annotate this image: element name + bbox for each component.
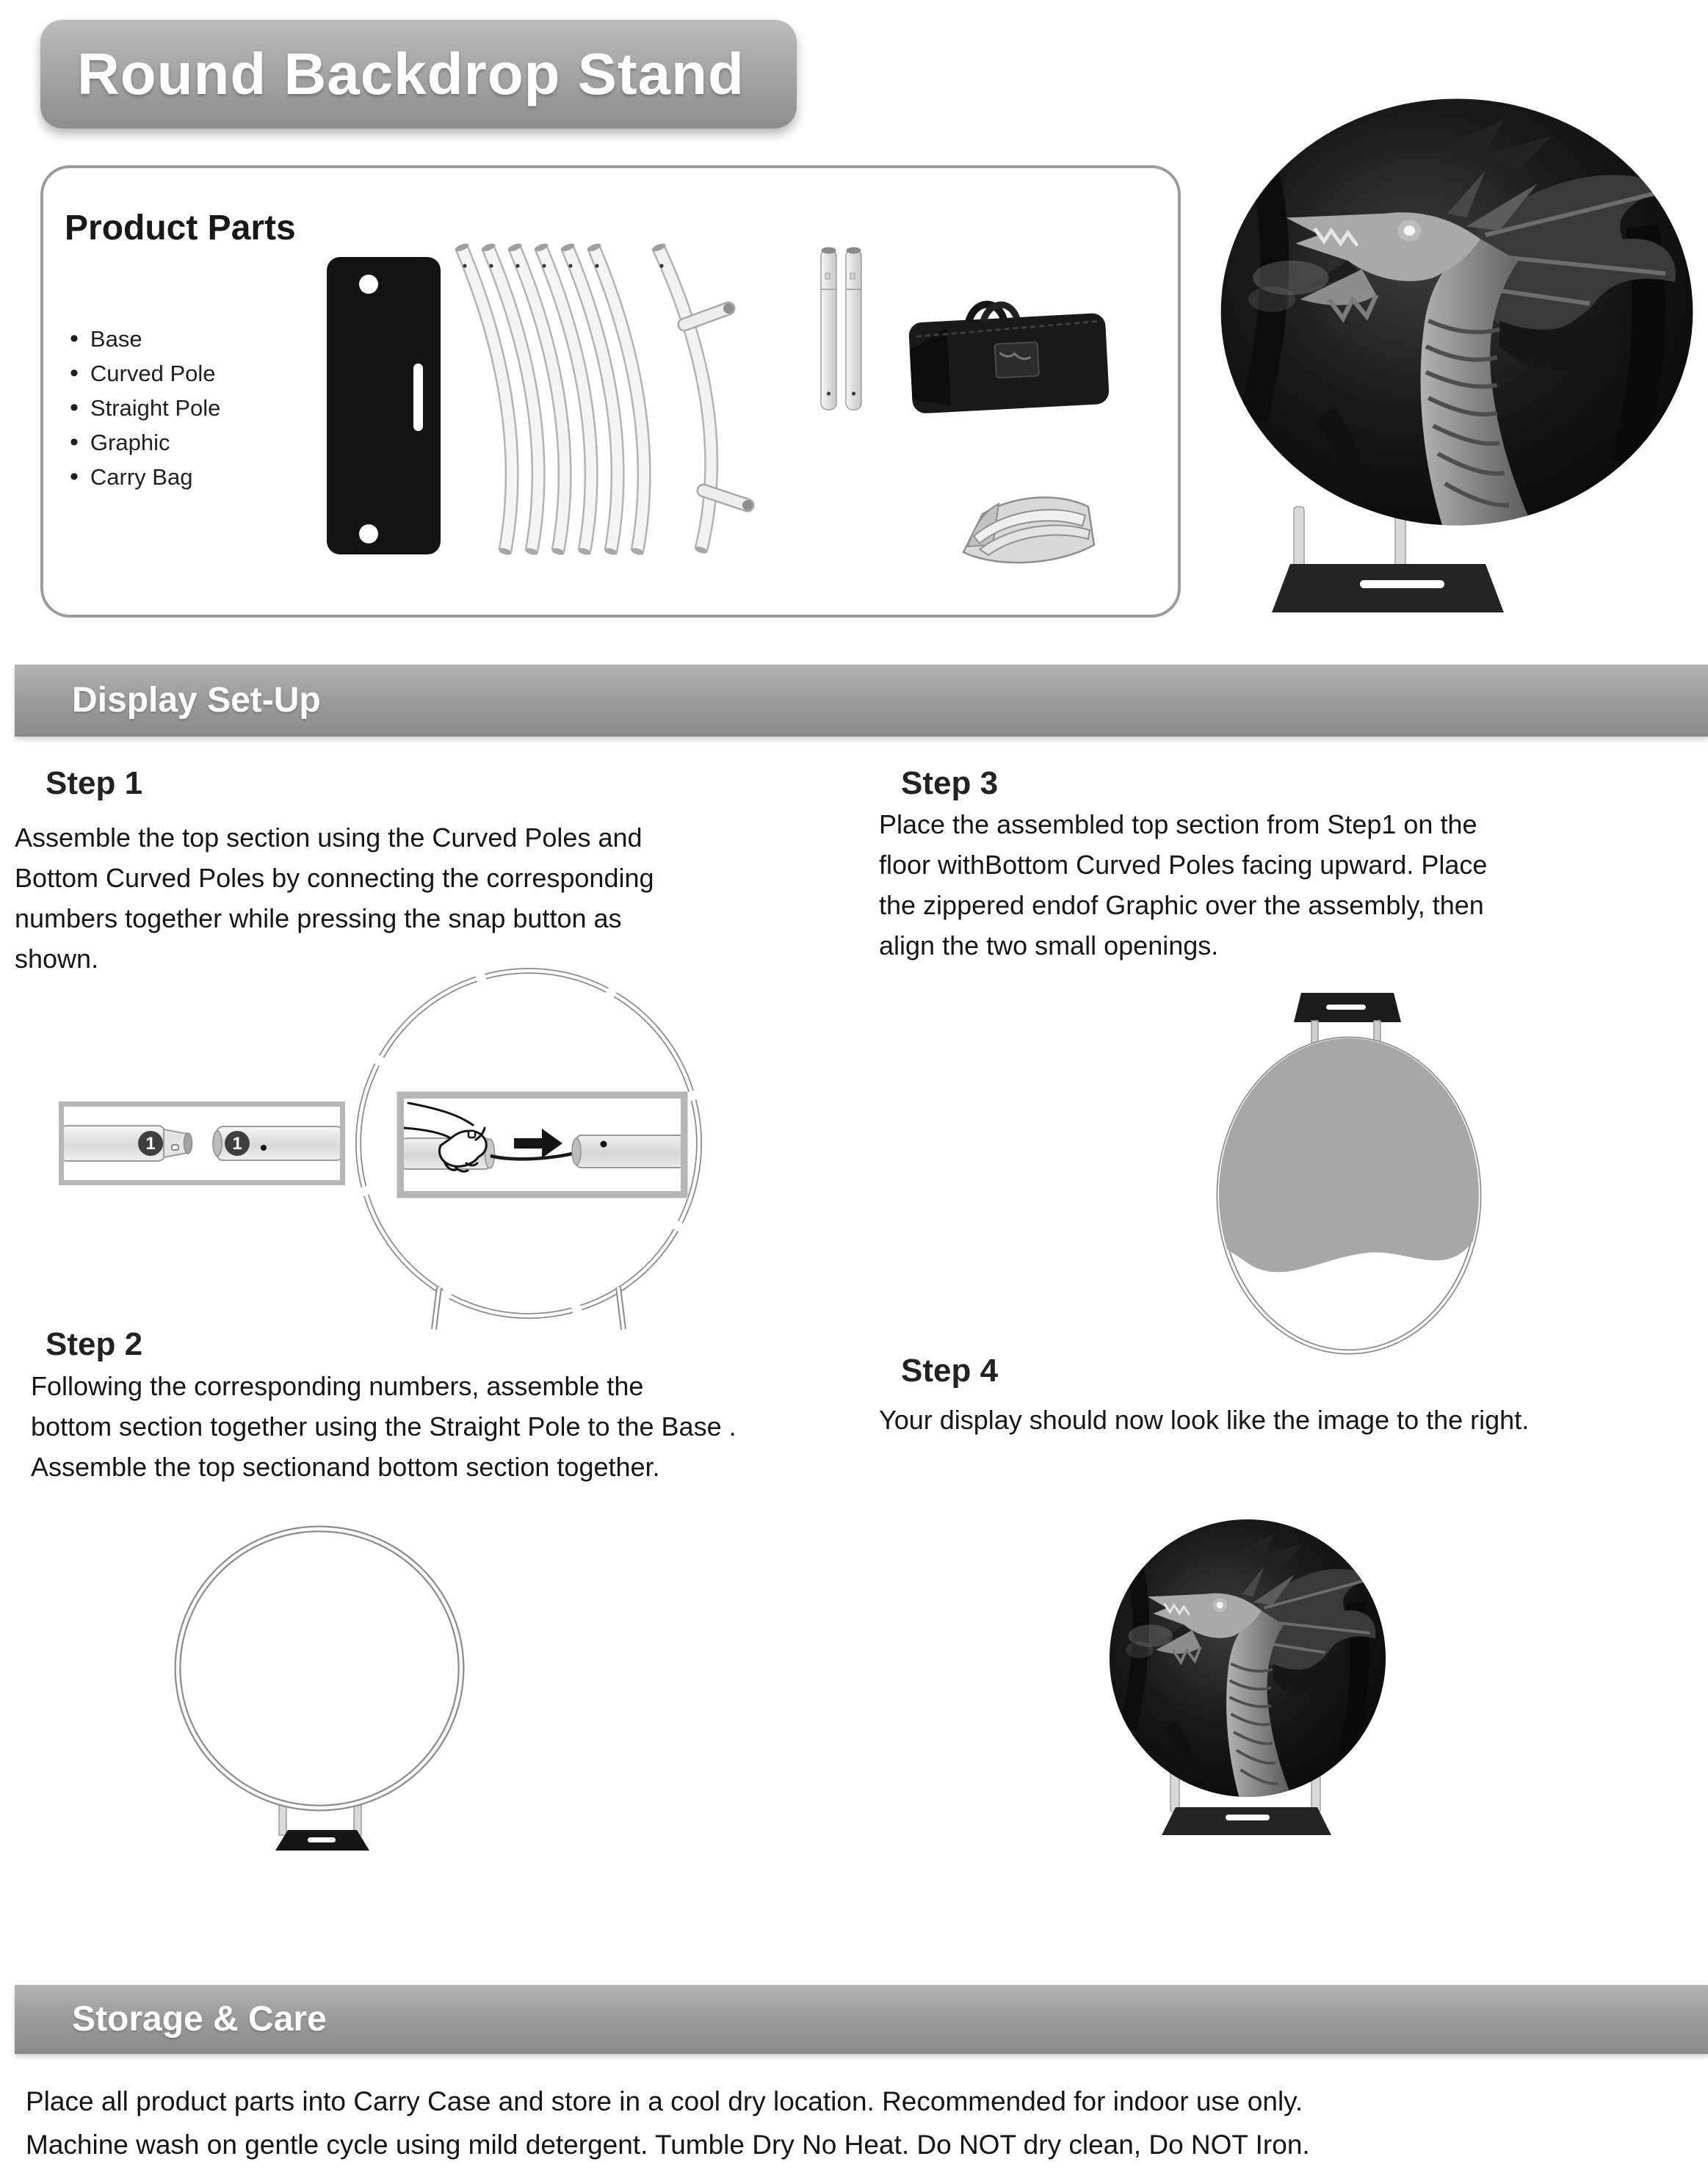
product-parts-list xyxy=(70,322,220,494)
step4-heading: Step 4 xyxy=(901,1353,999,1389)
step1-paragraph: Assemble the top section using the Curved Poles and Bottom Curved Poles by connecting the corresponding numbers together while pressing the snap button as shown. xyxy=(15,822,654,974)
folded-graphic-illustration xyxy=(963,497,1094,563)
dragon-backdrop-circle xyxy=(1220,98,1694,527)
step2-heading: Step 2 xyxy=(46,1326,143,1362)
dragon-backdrop-circle xyxy=(1109,1519,1386,1798)
display-stand-poles xyxy=(1294,507,1405,571)
step2-paragraph: Following the corresponding numbers, assemble the bottom section together using the Straight Pole to the Base . Assemble the top sectionand bottom section together. xyxy=(31,1371,737,1482)
straight-poles-illustration xyxy=(821,247,861,410)
list-item-graphic: • Graphic xyxy=(70,425,220,460)
step3-drape-diagram xyxy=(1197,984,1708,1381)
stand-base xyxy=(1162,1807,1331,1835)
graphic-drape xyxy=(1219,1038,1479,1272)
step4-paragraph: Your display should now look like the image to the right. xyxy=(879,1405,1530,1435)
step3-paragraph: Place the assembled top section from Step1 on the floor withBottom Curved Poles facing upward. Place the zippered endof Graphic over the assembly, then align the two small openings. xyxy=(879,809,1488,961)
ring-frame xyxy=(178,1529,461,1808)
list-item-straight-pole: • Straight Pole xyxy=(70,391,220,425)
list-item-curved-pole: • Curved Pole xyxy=(70,356,220,391)
storage-care-banner-label: Storage & Care xyxy=(72,2000,327,2039)
step1-snap-button-inset xyxy=(397,1092,687,1198)
display-setup-banner-label: Display Set-Up xyxy=(72,681,321,720)
step1-heading: Step 1 xyxy=(46,765,143,801)
product-parts-illustration xyxy=(323,235,1175,613)
curved-poles-illustration xyxy=(454,242,645,557)
step2-frame-diagram xyxy=(165,1519,488,1858)
list-item-carry-bag: • Carry Bag xyxy=(70,460,220,494)
pole-number-badge: 1 xyxy=(145,1134,156,1154)
pole-end-left xyxy=(64,1126,192,1161)
list-item-base: • Base xyxy=(70,322,220,356)
step4-finished-display xyxy=(1094,1519,1410,1845)
assembled-display-photo xyxy=(1212,88,1708,617)
pole-end-right xyxy=(213,1126,340,1160)
step1-numbered-poles-inset xyxy=(59,1102,345,1185)
ring-legs xyxy=(434,1287,623,1329)
display-stand-base xyxy=(1272,564,1504,612)
pole-number-badge: 1 xyxy=(232,1134,242,1154)
storage-care-text: Place all product parts into Carry Case and store in a cool dry location. Recommended for indoor use only. Machine wash on gentle cycle using mild detergent. Tumble Dry No Heat. Do NOT dry clean, Do NOT Iron. xyxy=(26,2086,1310,2160)
receiving-pole xyxy=(572,1135,681,1168)
arrow-right-icon xyxy=(514,1129,562,1158)
product-parts-heading: Product Parts xyxy=(65,209,296,247)
base-plate-illustration xyxy=(327,257,441,554)
display-setup-banner xyxy=(15,665,1708,737)
carry-bag-illustration xyxy=(908,298,1110,414)
stand-base xyxy=(275,1830,369,1851)
page-title: Round Backdrop Stand xyxy=(77,41,745,106)
storage-care-banner xyxy=(15,1985,1708,2054)
step3-heading: Step 3 xyxy=(901,765,999,801)
bottom-curved-pole-illustration xyxy=(651,242,753,555)
title-banner xyxy=(40,20,797,129)
